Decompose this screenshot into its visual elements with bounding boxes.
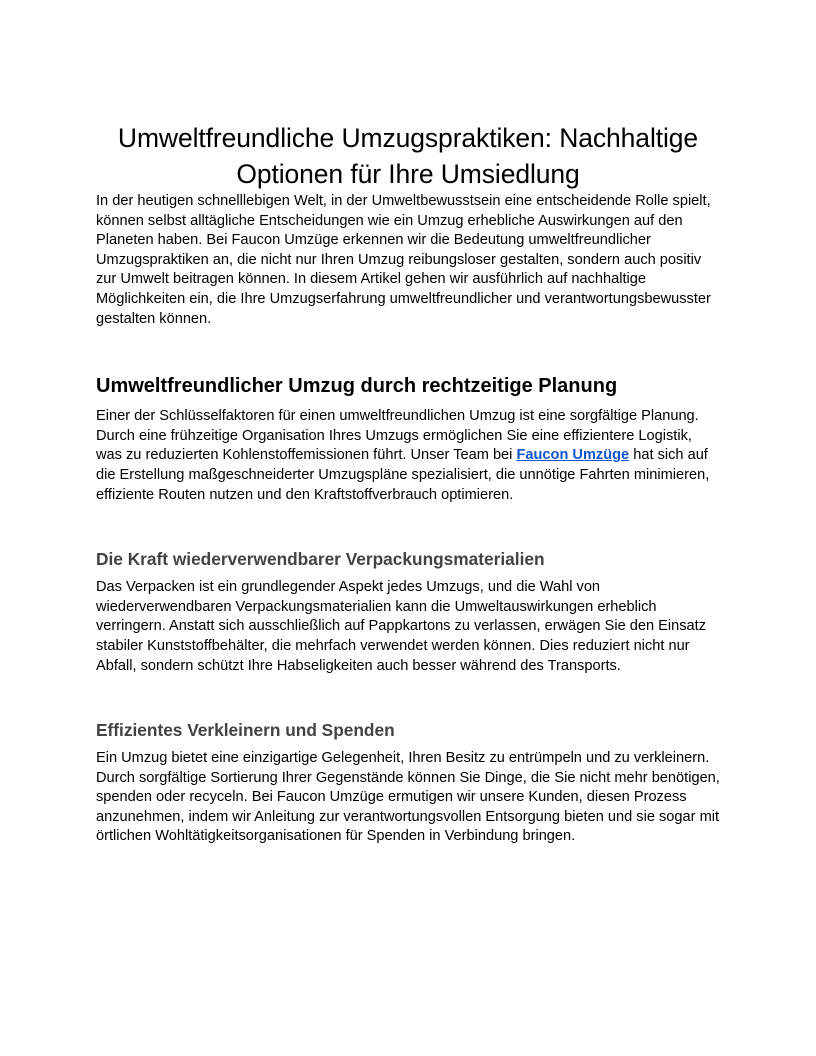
section-planning-text-before-link: Einer der Schlüsselfaktoren für einen umweltfreundlichen Umzug ist eine sorgfältige Planung. Durch eine frühzeitige Organisation Ihres Umzugs ermöglichen Sie eine effizientere Logistik, was zu reduzierten Kohlenstoffemissionen führt. Unser Team bei	[96, 408, 699, 464]
section-downsizing-heading: Effizientes Verkleinern und Spenden	[96, 720, 395, 741]
section-planning-paragraph	[96, 407, 720, 505]
section-downsizing-paragraph: Ein Umzug bietet eine einzigartige Gelegenheit, Ihren Besitz zu entrümpeln und zu verkleinern. Durch sorgfältige Sortierung Ihrer Gegenstände können Sie Dinge, die Sie nicht mehr benötigen, spenden oder recyceln. Bei Faucon Umzüge ermutigen wir unsere Kunden, diesen Prozess anzunehmen, indem wir Anleitung zur verantwortungsvollen Entsorgung bieten und sie sogar mit örtlichen Wohltätigkeitsorganisationen für Spenden in Verbindung bringen.	[96, 750, 720, 845]
section-planning-heading: Umweltfreundlicher Umzug durch rechtzeitige Planung	[96, 375, 618, 398]
section-planning-text-after-link: hat sich auf die Erstellung maßgeschneiderter Umzugspläne spezialisiert, die unnötige Fahrten minimieren, effiziente Routen nutzen und den Kraftstoffverbrauch optimieren.	[96, 447, 710, 503]
section-packaging-heading: Die Kraft wiederverwendbarer Verpackungsmaterialien	[96, 549, 545, 570]
section-packaging-paragraph: Das Verpacken ist ein grundlegender Aspekt jedes Umzugs, und die Wahl von wiederverwendbaren Verpackungsmaterialien kann die Umweltauswirkungen erheblich verringern. Anstatt sich ausschließlich auf Pappkartons zu verlassen, erwägen Sie den Einsatz stabiler Kunststoffbehälter, die mehrfach verwendet werden können. Dies reduziert nicht nur Abfall, sondern schützt Ihre Habseligkeiten auch besser während des Transports.	[96, 579, 707, 674]
document-page	[96, 120, 720, 847]
document-title: Umweltfreundliche Umzugspraktiken: Nachhaltige Optionen für Ihre Umsiedlung	[117, 123, 699, 189]
intro-paragraph: In der heutigen schnelllebigen Welt, in der Umweltbewusstsein eine entscheidende Rolle spielt, können selbst alltägliche Entscheidungen wie ein Umzug erhebliche Auswirkungen auf den Planeten haben. Bei Faucon Umzüge erkennen wir die Bedeutung umweltfreundlicher Umzugspraktiken an, die nicht nur Ihren Umzug reibungsloser gestalten, sondern auch positiv zur Umwelt beitragen können. In diesem Artikel gehen wir ausführlich auf nachhaltige Möglichkeiten ein, die Ihre Umzugserfahrung umweltfreundlicher und verantwortungsbewusster gestalten können.	[96, 193, 711, 327]
faucon-umzuege-link[interactable]: Faucon Umzüge	[516, 447, 630, 464]
